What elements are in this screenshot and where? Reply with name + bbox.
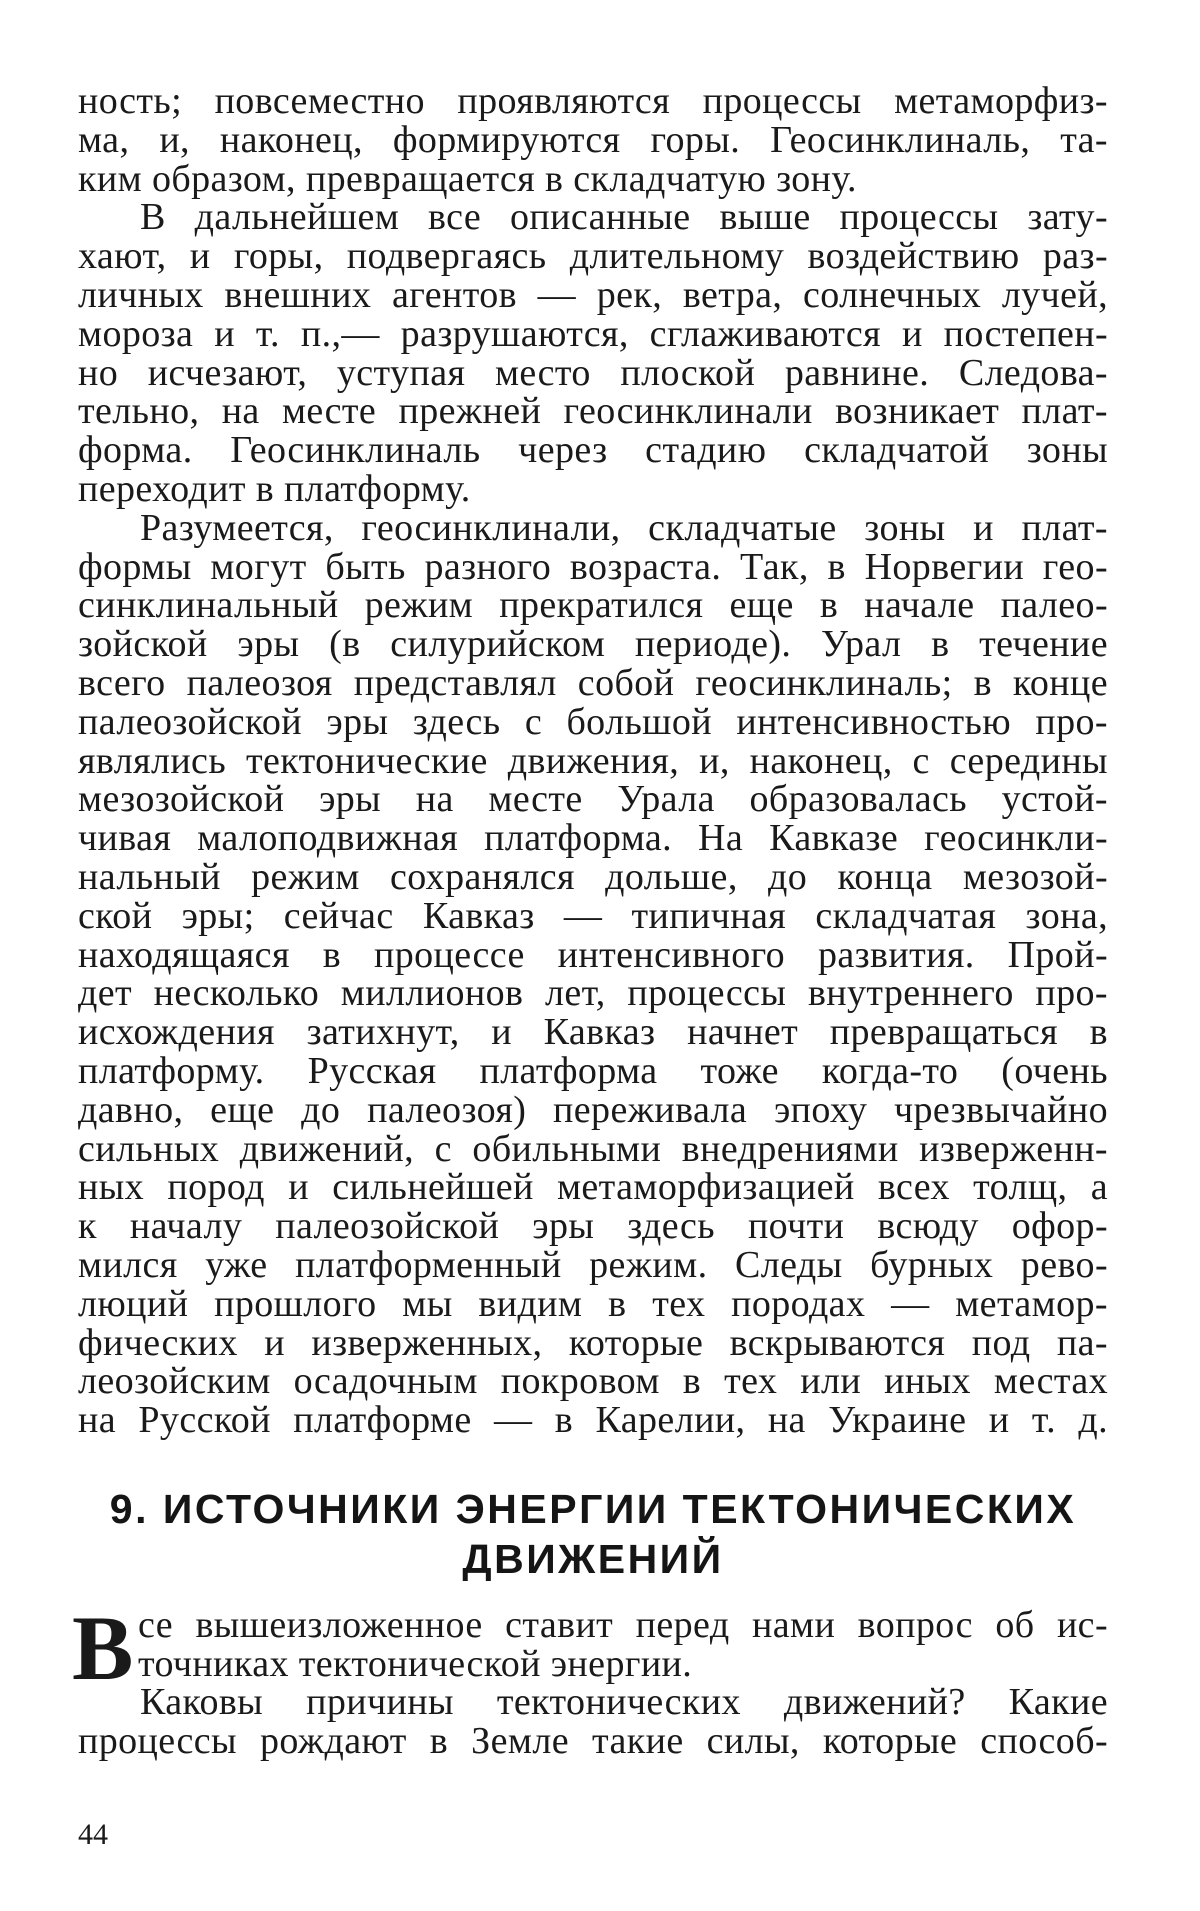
text-line: на Русской платформе — в Карелии, на Украине и т. д. (78, 1399, 1108, 1442)
text-line: хают, и горы, подвергаясь длительному воздействию раз- (78, 235, 1108, 278)
section-heading (78, 1484, 1108, 1584)
text-line: зойской эры (в силурийском периоде). Урал в течение (78, 623, 1108, 666)
text-line: тельно, на месте прежней геосинклинали возникает плат- (78, 390, 1108, 433)
text-line: форма. Геосинклиналь через стадию складчатой зоны (78, 429, 1108, 472)
text-line: всего палеозоя представлял собой геосинклиналь; в конце (78, 661, 1108, 704)
paragraph-dropcap (72, 1596, 1108, 1699)
text-line: синклинальный режим прекратился еще в начале палео- (78, 584, 1108, 627)
text-line: ность; повсеместно проявляются процессы метаморфиз- (78, 80, 1108, 122)
text-line: точниках тектонической энергии. (138, 1642, 693, 1685)
text-line: платформу. Русская платформа тоже когда-то (очень (78, 1049, 1108, 1092)
text-line: к началу палеозойской эры здесь почти всюду офор- (78, 1205, 1108, 1248)
text-line: но исчезают, уступая место плоской равнине. Следова- (78, 351, 1108, 394)
paragraph-questions (78, 1683, 1108, 1761)
paragraph-continuation (78, 82, 1108, 198)
text-line: Разумеется, геосинклинали, складчатые зоны и плат- (140, 506, 1108, 549)
text-line: фических и изверженных, которые вскрываются под па- (78, 1321, 1108, 1364)
text-line: ных пород и сильнейшей метаморфизацией всех толщ, а (78, 1166, 1108, 1209)
book-page (72, 80, 1108, 1763)
text-line: мезозойской эры на месте Урала образовалась устой- (78, 778, 1108, 821)
text-line: формы могут быть разного возраста. Так, в Норвегии гео- (78, 545, 1108, 588)
text-line: ким образом, превращается в складчатую зону. (78, 157, 857, 200)
text-line: являлись тектонические движения, и, наконец, с середины (78, 739, 1108, 782)
section-heading-line-2: ДВИЖЕНИЙ (462, 1535, 724, 1582)
text-line: леозойским осадочным покровом в тех или иных местах (78, 1360, 1108, 1403)
text-line: находящаяся в процессе интенсивного развития. Прой- (78, 933, 1108, 976)
text-line: личных внешних агентов — рек, ветра, солнечных лучей, (78, 273, 1108, 316)
text-line: ской эры; сейчас Кавказ — типичная складчатая зона, (78, 894, 1108, 937)
text-line: переходит в платформу. (78, 467, 471, 510)
paragraph-ages (78, 506, 1108, 1442)
paragraph-later-processes (78, 198, 1108, 508)
text-line: ма, и, наконец, формируются горы. Геосинклиналь, та- (78, 118, 1108, 161)
section-heading-line-1: 9. ИСТОЧНИКИ ЭНЕРГИИ ТЕКТОНИЧЕСКИХ (109, 1485, 1077, 1532)
text-line: люций прошлого мы видим в тех породах — метамор- (78, 1282, 1108, 1325)
text-line: Каковы причины тектонических движений? Какие (140, 1681, 1108, 1724)
text-line: В дальнейшем все описанные выше процессы зату- (140, 196, 1108, 239)
text-line: давно, еще до палеозоя) переживала эпоху чрезвычайно (78, 1088, 1108, 1131)
text-line: се вышеизложенное ставит перед нами вопрос об ис- (138, 1603, 1108, 1646)
text-line: нальный режим сохранялся дольше, до конца мезозой- (78, 855, 1108, 898)
text-line: чивая малоподвижная платформа. На Кавказе геосинкли- (78, 817, 1108, 860)
text-line: процессы рождают в Земле такие силы, которые способ- (78, 1720, 1108, 1763)
text-line: палеозойской эры здесь с большой интенсивностью про- (78, 700, 1108, 743)
page-number: 44 (78, 1818, 108, 1851)
drop-cap: В (72, 1596, 134, 1699)
text-line: сильных движений, с обильными внедрениями изверженн- (78, 1127, 1108, 1170)
text-line: мороза и т. п.,— разрушаются, сглаживаются и постепен- (78, 312, 1108, 355)
text-line: дет несколько миллионов лет, процессы внутреннего про- (78, 972, 1108, 1015)
text-line: мился уже платформенный режим. Следы бурных рево- (78, 1243, 1108, 1286)
text-line: исхождения затихнут, и Кавказ начнет превращаться в (78, 1011, 1108, 1054)
